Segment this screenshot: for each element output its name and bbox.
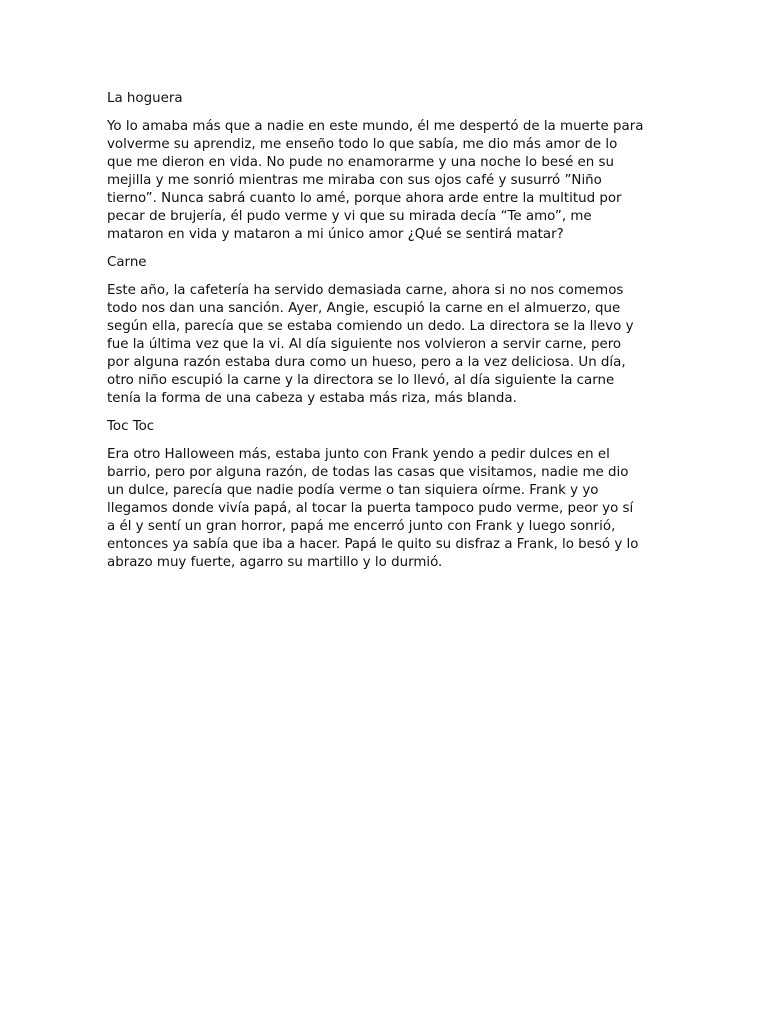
story-title: La hoguera bbox=[107, 91, 183, 106]
text-line: fue la última vez que la vi. Al día siguiente nos volvieron a servir carne, pero bbox=[107, 337, 622, 352]
text-line: que me dieron en vida. No pude no enamorarme y una noche lo besé en su bbox=[107, 155, 615, 170]
text-line: Era otro Halloween más, estaba junto con Frank yendo a pedir dulces en el bbox=[107, 447, 610, 462]
text-line: barrio, pero por alguna razón, de todas las casas que visitamos, nadie me dio bbox=[107, 465, 629, 480]
text-line: llegamos donde vivía papá, al tocar la puerta tampoco pudo verme, peor yo sí bbox=[107, 501, 634, 516]
text-line: pecar de brujería, él pudo verme y vi que su mirada decía “Te amo”, me bbox=[107, 209, 592, 224]
text-line: por alguna razón estaba dura como un hueso, pero a la vez deliciosa. Un día, bbox=[107, 355, 626, 370]
story-carne bbox=[107, 254, 667, 408]
story-title: Carne bbox=[107, 255, 147, 270]
text-line: a él y sentí un gran horror, papá me encerró junto con Frank y luego sonrió, bbox=[107, 519, 616, 534]
text-line: Yo lo amaba más que a nadie en este mundo, él me despertó de la muerte para bbox=[107, 119, 644, 134]
text-line: un dulce, parecía que nadie podía verme o tan siquiera oírme. Frank y yo bbox=[107, 483, 599, 498]
text-line: todo nos dan una sanción. Ayer, Angie, escupió la carne en el almuerzo, que bbox=[107, 301, 621, 316]
story-la-hoguera bbox=[107, 90, 667, 244]
text-line: volverme su aprendiz, me enseño todo lo que sabía, me dio más amor de lo bbox=[107, 137, 618, 152]
document-page bbox=[107, 90, 667, 582]
story-body bbox=[107, 282, 667, 408]
text-line: según ella, parecía que se estaba comiendo un dedo. La directora se la llevo y bbox=[107, 319, 634, 334]
text-line: entonces ya sabía que iba a hacer. Papá le quito su disfraz a Frank, lo besó y lo bbox=[107, 537, 639, 552]
story-body bbox=[107, 118, 667, 244]
text-line: mataron en vida y mataron a mi único amor ¿Qué se sentirá matar? bbox=[107, 227, 564, 242]
text-line: abrazo muy fuerte, agarro su martillo y lo durmió. bbox=[107, 555, 443, 570]
text-line: mejilla y me sonrió mientras me miraba con sus ojos café y susurró ”Niño bbox=[107, 173, 602, 188]
text-line: tenía la forma de una cabeza y estaba más riza, más blanda. bbox=[107, 391, 517, 406]
story-body bbox=[107, 446, 667, 572]
story-title: Toc Toc bbox=[107, 419, 155, 434]
story-toc-toc bbox=[107, 418, 667, 572]
text-line: Este año, la cafetería ha servido demasiada carne, ahora si no nos comemos bbox=[107, 283, 624, 298]
text-line: tierno”. Nunca sabrá cuanto lo amé, porque ahora arde entre la multitud por bbox=[107, 191, 622, 206]
text-line: otro niño escupió la carne y la directora se lo llevó, al día siguiente la carne bbox=[107, 373, 615, 388]
